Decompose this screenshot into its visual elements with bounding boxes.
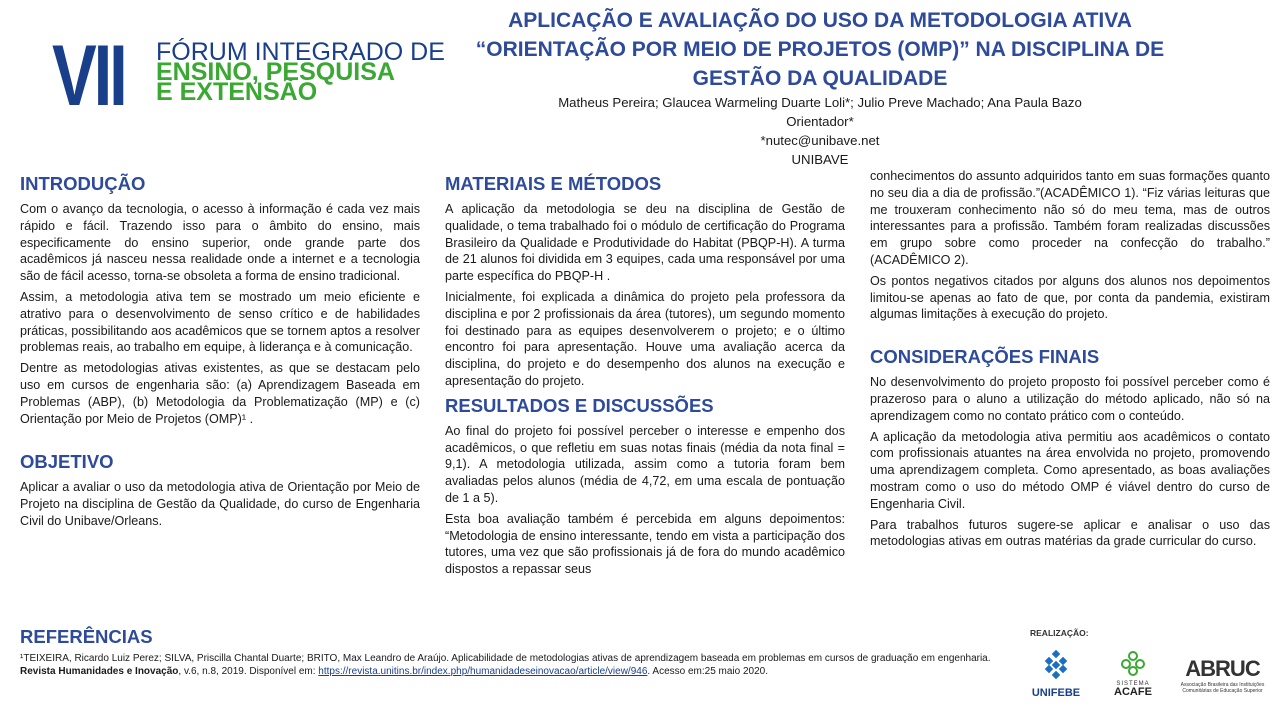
introducao-paragraph-3: Dentre as metodologias ativas existentes, as que se destacam pelo uso em cursos de engenharia são: (a) Aprendizagem Baseada em Problemas (ABP), (b) Metodologia da Problematização (MP) e (c) Orientação por Meio de Projetos (OMP)¹ . xyxy=(20,361,420,426)
introducao-paragraph-2: Assim, a metodologia ativa tem se mostrado um meio eficiente e atrativo para o desenvolvimento de senso crítico e de habilidades práticas, possibilitando aos acadêmicos que se tornem aptos a resolver problemas reais, ao trabalho em equipe, à liderança e à comunicação. xyxy=(20,289,420,355)
abruc-subtitle: Associação Brasileira das Instituições Comunitárias de Educação Superior xyxy=(1180,682,1265,694)
abruc-name: ABRUC xyxy=(1185,656,1260,681)
logo-line-2: ENSINO, PESQUISA xyxy=(156,58,395,86)
poster-title: APLICAÇÃO E AVALIAÇÃO DO USO DA METODOLOGIA ATIVA “ORIENTAÇÃO POR MEIO DE PROJETOS (OMP)” NA DISCIPLINA DE GESTÃO DA QUALIDADE xyxy=(475,9,1165,90)
reference-journal: Revista Humanidades e Inovação xyxy=(20,666,179,677)
realizacao-label: REALIZAÇÃO: xyxy=(1030,628,1089,638)
acafe-sistema: SISTEMA xyxy=(1116,681,1150,687)
author-role: Orientador* xyxy=(786,114,854,129)
poster-header xyxy=(440,6,1200,169)
logo-line-3: E EXTENSÃO xyxy=(156,78,318,106)
resultados-paragraph-2: Esta boa avaliação também é percebida em alguns depoimentos: “Metodologia de ensino interessante, tendo em vista a participação dos tutores, uma vez que são profissionais já de fora do mundo acadêmico dispostos a repassar seus xyxy=(445,511,845,577)
abruc-logo xyxy=(1170,656,1275,694)
introducao-heading: INTRODUÇÃO xyxy=(20,173,146,194)
reference-link[interactable]: https://revista.unitins.br/index.php/humanidadeseinovacao/article/view/946 xyxy=(318,666,648,677)
reference-text-after: . Acesso em:25 maio 2020. xyxy=(647,666,769,677)
resultados-paragraph-1: Ao final do projeto foi possível perceber o interesse e empenho dos acadêmicos, o que refletiu em suas notas finais (média da nota final = 9,1). A metodologia utilizada, assim como a tutoria foram bem avaliadas pelos alunos (média de 4,72, em uma escala de pontuação de 1 a 5). xyxy=(445,423,845,505)
logo-line-1: FÓRUM INTEGRADO DE xyxy=(156,38,445,66)
column-2 xyxy=(445,160,845,582)
materiais-paragraph-2: Inicialmente, foi explicada a dinâmica do projeto pela professora da disciplina e por 2 profissionais da área (tutores), um segundo momento foi destinado para as equipes desenvolverem o projeto; e o último encontro foi para apresentação. Houve uma avaliação acerca da disciplina, do projeto e do desempenho dos alunos na execução e apresentação do projeto. xyxy=(445,289,845,388)
unifebe-logo xyxy=(1020,650,1092,699)
column-3 xyxy=(870,168,1270,554)
reference-text-mid: , v.6, n.8, 2019. Disponível em: xyxy=(178,666,319,677)
consideracoes-paragraph-1: No desenvolvimento do projeto proposto foi possível perceber como é prazeroso para o aluno a utilização do método aplicado, não só na aprendizagem como no contato prático com o conteúdo. xyxy=(870,375,1270,423)
contact-email: *nutec@unibave.net xyxy=(760,133,880,148)
resultados-paragraph-3: conhecimentos do assunto adquiridos tanto em suas formações quanto no seu dia a dia de profissão.”(ACADÊMICO 1). “Fiz várias leituras que me trouxeram conhecimento não só do meu tema, mas de outros interessantes para a profissão. Também foram realizadas discussões em grupo sobre como proceder na confecção do trabalho.” (ACADÊMICO 2). xyxy=(870,169,1270,267)
acafe-name: ACAFE xyxy=(1114,686,1152,698)
event-logo xyxy=(52,28,445,124)
acafe-icon xyxy=(1120,650,1146,676)
reference-entry xyxy=(20,652,1020,678)
objetivo-paragraph: Aplicar a avaliar o uso da metodologia ativa de Orientação por Meio de Projeto na disciplina de Gestão da Qualidade, do curso de Engenharia Civil do Unibave/Orleans. xyxy=(20,480,420,528)
unifebe-icon xyxy=(1041,650,1071,680)
acafe-logo xyxy=(1105,650,1161,698)
consideracoes-paragraph-2: A aplicação da metodologia ativa permitiu aos acadêmicos o contato com profissionais atuantes na área envolvida no projeto, promovendo uma aprendizagem completa. Como apresentado, as boas avaliações mostram como o uso do método OMP é viável dentro do curso de Engenharia Civil. xyxy=(870,429,1270,511)
materiais-heading: MATERIAIS E MÉTODOS xyxy=(445,173,662,194)
unifebe-name: UNIFEBE xyxy=(1031,687,1081,699)
partner-logos xyxy=(1020,650,1275,710)
materiais-paragraph-1: A aplicação da metodologia se deu na disciplina de Gestão de qualidade, o tema trabalhado foi o módulo de certificação do Programa Brasileiro da Qualidade e Produtividade do Habitat (PBQP-H). A turma de 21 alunos foi dividida em 3 equipes, cada uma responsável por uma parte específica do PBQP-H . xyxy=(445,202,845,284)
resultados-heading: RESULTADOS E DISCUSSÕES xyxy=(445,394,714,416)
consideracoes-paragraph-3: Para trabalhos futuros sugere-se aplicar e analisar o uso das metodologias ativas em outras matérias da grade curricular do curso. xyxy=(870,517,1270,549)
references-section xyxy=(20,625,1020,678)
consideracoes-heading: CONSIDERAÇÕES FINAIS xyxy=(870,346,1100,368)
authors: Matheus Pereira; Glaucea Warmeling Duarte Loli*; Julio Preve Machado; Ana Paula Bazo xyxy=(558,95,1082,110)
institution: UNIBAVE xyxy=(791,152,849,167)
resultados-paragraph-4: Os pontos negativos citados por alguns dos alunos nos depoimentos limitou-se apenas ao fato de que, por conta da pandemia, existiram algumas limitações à execução do projeto. xyxy=(870,273,1270,322)
logo-text xyxy=(156,38,445,106)
column-1 xyxy=(20,160,420,534)
introducao-paragraph-1: Com o avanço da tecnologia, o acesso à informação é cada vez mais rápido e fácil. Trazendo isso para o âmbito do ensino, mais especificamente do ensino superior, onde grande parte dos acadêmicos já nasceu nessa realidade onde a internet e a tecnologia são de fácil acesso, torna-se obsoleta a forma de ensino tradicional. xyxy=(20,202,420,284)
objetivo-heading: OBJETIVO xyxy=(20,451,114,473)
referencias-heading: REFERÊNCIAS xyxy=(20,626,153,647)
logo-numeral: VII xyxy=(52,28,125,124)
reference-text-before: ¹TEIXEIRA, Ricardo Luiz Perez; SILVA, Priscilla Chantal Duarte; BRITO, Max Leandro de Araújo. Aplicabilidade de metodologias ativas de aprendizagem baseada em problemas em cursos de graduação em engenharia. xyxy=(20,653,991,664)
